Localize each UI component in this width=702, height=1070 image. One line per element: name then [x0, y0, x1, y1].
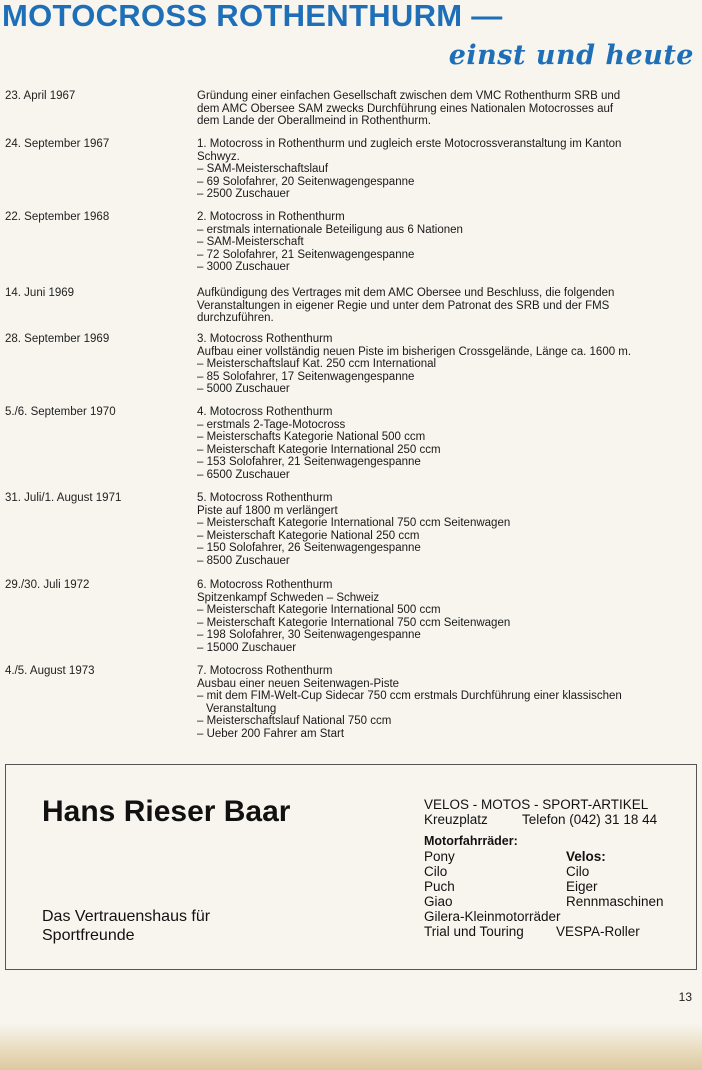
entry-text: [197, 287, 697, 325]
entry-line: – 150 Solofahrer, 26 Seitenwagengespanne: [197, 542, 421, 555]
entry-date: 29./30. Juli 1972: [5, 579, 90, 591]
ad-phone: Telefon (042) 31 18 44: [522, 812, 658, 827]
entry-line: – mit dem FIM-Welt-Cup Sidecar 750 ccm erstmals Durchführung einer klassischen: [197, 690, 622, 703]
ad-extra-item: VESPA-Roller: [556, 924, 640, 939]
entry-date: 22. September 1968: [5, 211, 110, 223]
paper-edge-decoration: [0, 1024, 702, 1070]
ad-velos-list: [566, 849, 664, 909]
entry-date: 14. Juni 1969: [5, 287, 75, 299]
entry-text: [197, 406, 697, 482]
ad-address: Kreuzplatz: [424, 812, 488, 827]
entry-line: – erstmals internationale Beteiligung aus 6 Nationen: [197, 223, 463, 236]
ad-list-item: Giao: [424, 894, 453, 909]
ad-slogan-line: Sportfreunde: [42, 927, 135, 944]
entry-line: – Meisterschaftslauf Kat. 250 ccm International: [197, 358, 437, 371]
ad-motorfahrraeder-label: Motorfahrräder:: [424, 834, 518, 848]
entry-line: – 72 Solofahrer, 21 Seitenwagengespanne: [197, 248, 415, 261]
page-number: 13: [678, 990, 692, 1004]
entry-line: – Meisterschaft Kategorie National 250 ccm: [197, 529, 420, 542]
entry-line: – 3000 Zuschauer: [197, 261, 290, 274]
entry-text: [197, 138, 697, 201]
entry-text: [197, 665, 697, 741]
entry-line: Gründung einer einfachen Gesellschaft zwischen dem VMC Rothenthurm SRB und: [197, 90, 621, 102]
entry-line: – 8500 Zuschauer: [197, 554, 290, 567]
entry-text: [197, 90, 697, 128]
entry-line: Piste auf 1800 m verlängert: [197, 504, 338, 517]
entry-line: – 153 Solofahrer, 21 Seitenwagengespanne: [197, 456, 421, 469]
entry-line: Schwyz.: [197, 150, 240, 163]
ad-list-item: Puch: [424, 879, 455, 894]
entry-line: Spitzenkampf Schweden – Schweiz: [197, 591, 380, 604]
entry-text: [197, 333, 697, 396]
entry-date: 28. September 1969: [5, 333, 110, 345]
entry-line: Ausbau einer neuen Seitenwagen-Piste: [197, 677, 400, 690]
entry-line: dem AMC Obersee SAM zwecks Durchführung eines Nationalen Motocrosses auf: [197, 102, 614, 115]
ad-list-item: Cilo: [424, 864, 448, 879]
entry-line: 7. Motocross Rothenthurm: [197, 665, 333, 677]
advertisement-box: [5, 764, 697, 970]
ad-list-item: Eiger: [566, 879, 598, 894]
ad-company-name: Hans Rieser Baar: [42, 795, 291, 828]
entry-line: 6. Motocross Rothenthurm: [197, 579, 333, 591]
ad-details: [424, 797, 684, 939]
entry-text: [197, 492, 697, 568]
entry-line: – 69 Solofahrer, 20 Seitenwagengespanne: [197, 175, 415, 188]
ad-header: VELOS - MOTOS - SPORT-ARTIKEL: [424, 797, 649, 812]
page-title: MOTOCROSS ROTHENTHURM —: [2, 0, 503, 33]
entry-line: – Meisterschafts Kategorie National 500 ccm: [197, 431, 426, 444]
ad-list-item: Cilo: [566, 864, 590, 879]
entry-line: – 15000 Zuschauer: [197, 641, 297, 654]
entry-line: 1. Motocross in Rothenthurm und zugleich erste Motocrossveranstaltung im Kanton: [197, 138, 622, 150]
ad-velos-label: Velos:: [566, 849, 606, 864]
ad-motorfahrraeder-list: [424, 849, 455, 909]
entry-text: [197, 211, 697, 274]
ad-list-item: Rennmaschinen: [566, 894, 664, 909]
entry-line: – 5000 Zuschauer: [197, 383, 290, 396]
entry-line: – 2500 Zuschauer: [197, 188, 290, 201]
entry-date: 24. September 1967: [5, 138, 110, 150]
entry-line: durchzuführen.: [197, 312, 274, 325]
entry-line: Aufkündigung des Vertrages mit dem AMC Obersee und Beschluss, die folgenden: [197, 287, 615, 299]
entry-line: – Meisterschaft Kategorie International 500 ccm: [197, 604, 441, 617]
ad-slogan: [42, 907, 210, 945]
entry-line: 2. Motocross in Rothenthurm: [197, 211, 345, 223]
ad-contact-row: [424, 812, 684, 827]
entry-line: dem Lande der Oberallmeind in Rothenthurm.: [197, 115, 431, 128]
entry-text: [197, 579, 697, 655]
ad-extra-line: Gilera-Kleinmotorräder: [424, 909, 561, 924]
entry-line: – Meisterschaft Kategorie International 750 ccm Seitenwagen: [197, 616, 511, 629]
entry-line: 3. Motocross Rothenthurm: [197, 333, 333, 345]
entry-line: – erstmals 2-Tage-Motocross: [197, 418, 346, 431]
entry-line: – 6500 Zuschauer: [197, 468, 290, 481]
page-subtitle: einst und heute: [448, 40, 694, 71]
entry-line: Veranstaltung: [206, 702, 277, 715]
ad-slogan-line: Das Vertrauenshaus für: [42, 908, 211, 925]
entry-line: – SAM-Meisterschaftslauf: [197, 163, 329, 176]
ad-product-grid: [424, 849, 684, 909]
ad-list-item: Pony: [424, 849, 455, 864]
entry-line: – Meisterschaftslauf National 750 ccm: [197, 715, 392, 728]
entry-line: 4. Motocross Rothenthurm: [197, 406, 333, 418]
entry-date: 4./5. August 1973: [5, 665, 95, 677]
entry-date: 5./6. September 1970: [5, 406, 116, 418]
entry-line: 5. Motocross Rothenthurm: [197, 492, 333, 504]
entry-line: Veranstaltungen in eigener Regie und unter dem Patronat des SRB und der FMS: [197, 299, 610, 312]
entry-line: – Meisterschaft Kategorie International 250 ccm: [197, 443, 441, 456]
entry-line: – SAM-Meisterschaft: [197, 236, 304, 249]
ad-extra-row: [424, 924, 684, 939]
entry-line: Aufbau einer vollständig neuen Piste im bisherigen Crossgelände, Länge ca. 1600 m.: [197, 345, 632, 358]
entry-line: – 198 Solofahrer, 30 Seitenwagengespanne: [197, 629, 421, 642]
entry-date: 23. April 1967: [5, 90, 76, 102]
ad-extra-item: Trial und Touring: [424, 924, 524, 939]
entry-line: – 85 Solofahrer, 17 Seitenwagengespanne: [197, 370, 415, 383]
entry-line: – Ueber 200 Fahrer am Start: [197, 727, 345, 740]
entry-line: – Meisterschaft Kategorie International 750 ccm Seitenwagen: [197, 517, 511, 530]
entry-date: 31. Juli/1. August 1971: [5, 492, 122, 504]
